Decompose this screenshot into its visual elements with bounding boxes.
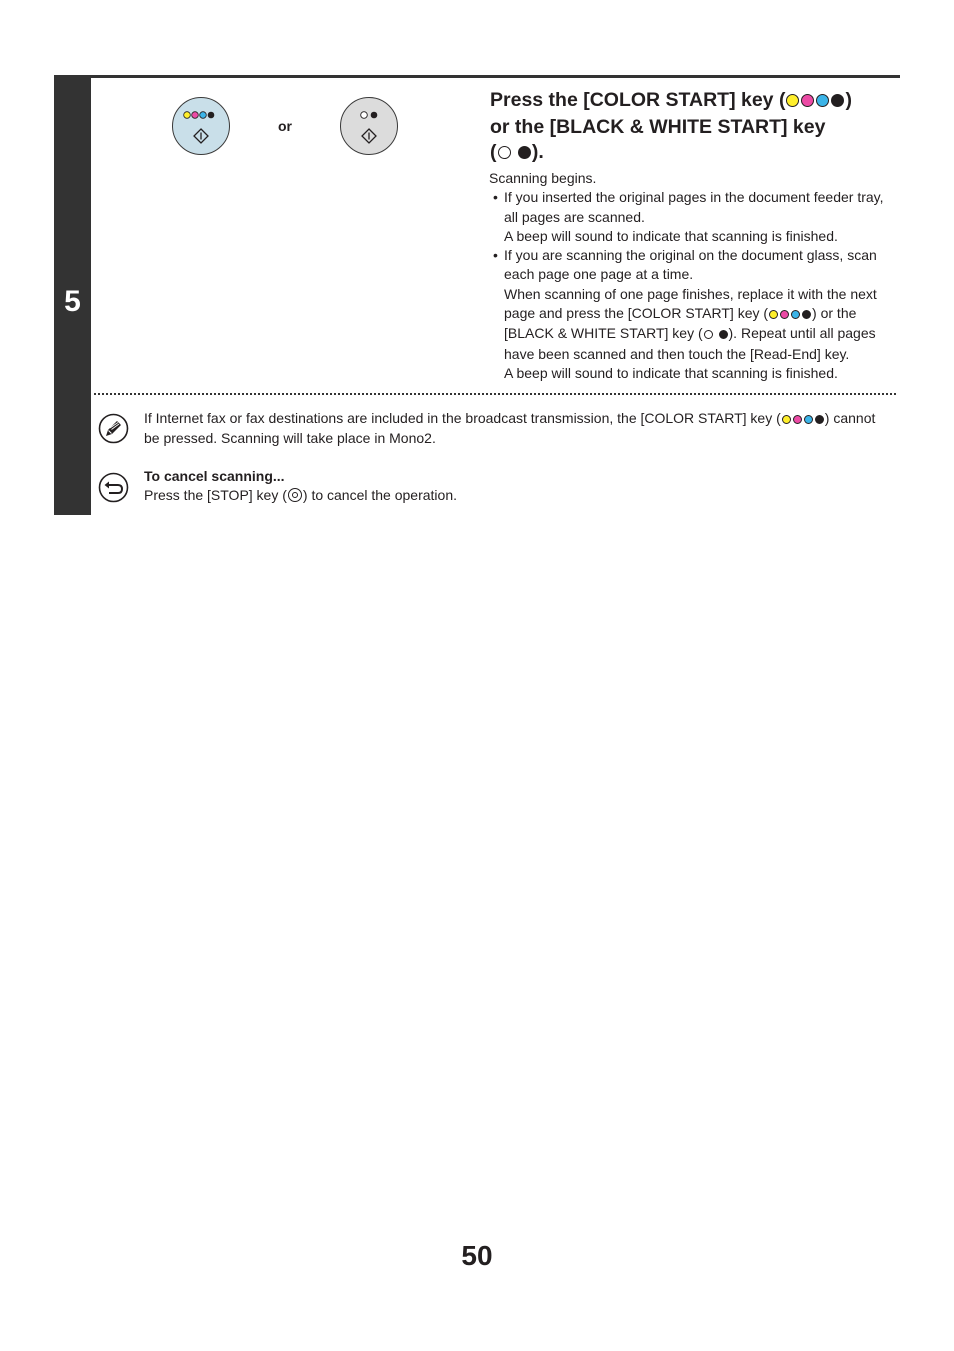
cancel-text	[144, 486, 884, 505]
bullet-item	[489, 246, 899, 383]
cancel-text-a: Press the [STOP] key (	[144, 487, 287, 504]
step-heading	[490, 88, 900, 167]
white-dot-icon	[498, 146, 511, 159]
bullet2-text: If you are scanning the original on the document glass, scan each page one page at a time.	[504, 247, 877, 283]
step-body	[489, 169, 899, 383]
magenta-dot-icon	[793, 415, 802, 424]
heading-text-4: (	[490, 141, 497, 163]
note-text-a: If Internet fax or fax destinations are included in the broadcast transmission, the [COLOR START] key (	[144, 410, 781, 426]
color-dots-icon	[785, 89, 845, 115]
black-dot-icon	[815, 415, 824, 424]
step-number: 5	[64, 285, 81, 318]
step-sidebar	[54, 75, 91, 515]
white-dot-icon	[704, 330, 713, 339]
section-divider	[94, 393, 896, 395]
note-text	[144, 409, 884, 449]
heading-text-3: or the [BLACK & WHITE START] key	[490, 115, 826, 138]
bullet2-detail-b: ) or the [BLACK & WHITE START] key (	[504, 305, 857, 342]
heading-text-2: )	[845, 89, 852, 111]
black-dot-icon	[802, 310, 811, 319]
bullet2-detail	[504, 285, 899, 364]
cancel-block	[144, 467, 884, 506]
intro-text: Scanning begins.	[489, 170, 597, 186]
return-arrow-icon	[98, 472, 129, 503]
color-start-key-icon	[172, 97, 230, 155]
page-number: 50	[461, 1240, 493, 1271]
top-rule	[54, 75, 900, 78]
color-dots-icon	[781, 410, 825, 429]
magenta-dot-icon	[780, 310, 789, 319]
or-label: or	[278, 118, 292, 134]
black-dot-icon	[518, 146, 531, 159]
bullet2-detail-a: When scanning of one page finishes, replace it with the next page and press the [COLOR START] key (	[504, 285, 877, 322]
bullet-mark: •	[493, 247, 498, 264]
yellow-dot-icon	[782, 415, 791, 424]
bullet1-text: If you inserted the original pages in the document feeder tray, all pages are scanned.	[504, 189, 884, 225]
yellow-dot-icon	[769, 310, 778, 319]
magenta-dot-icon	[801, 94, 814, 107]
cancel-text-b: ) to cancel the operation.	[302, 487, 458, 504]
bw-start-key-graphic	[341, 98, 399, 156]
cancel-title: To cancel scanning...	[144, 468, 285, 484]
black-dot-icon	[831, 94, 844, 107]
yellow-dot-icon	[786, 94, 799, 107]
bullet2-detail-c: ). Repeat until all pages have been scanned and then touch the [Read-End] key.	[504, 325, 876, 362]
note-text-b: ) cannot be pressed. Scanning will take place in Mono2.	[144, 410, 876, 447]
bw-start-key-icon	[340, 97, 398, 155]
bullet-item	[489, 188, 899, 246]
color-dots-icon	[768, 305, 812, 324]
heading-text-5: ).	[531, 141, 544, 163]
stop-key-icon	[288, 488, 302, 502]
cyan-dot-icon	[804, 415, 813, 424]
bullet-mark: •	[493, 189, 498, 206]
bullet2-note: A beep will sound to indicate that scanning is finished.	[504, 364, 838, 381]
pencil-note-icon	[98, 413, 129, 444]
cyan-dot-icon	[791, 310, 800, 319]
color-start-key-graphic	[173, 98, 231, 156]
black-dot-icon	[719, 330, 728, 339]
bw-dots-icon	[703, 325, 729, 344]
cyan-dot-icon	[816, 94, 829, 107]
bullet1-note: A beep will sound to indicate that scanning is finished.	[504, 227, 838, 244]
bw-dots-icon	[497, 141, 532, 167]
heading-text-1: Press the [COLOR START] key (	[490, 89, 786, 111]
